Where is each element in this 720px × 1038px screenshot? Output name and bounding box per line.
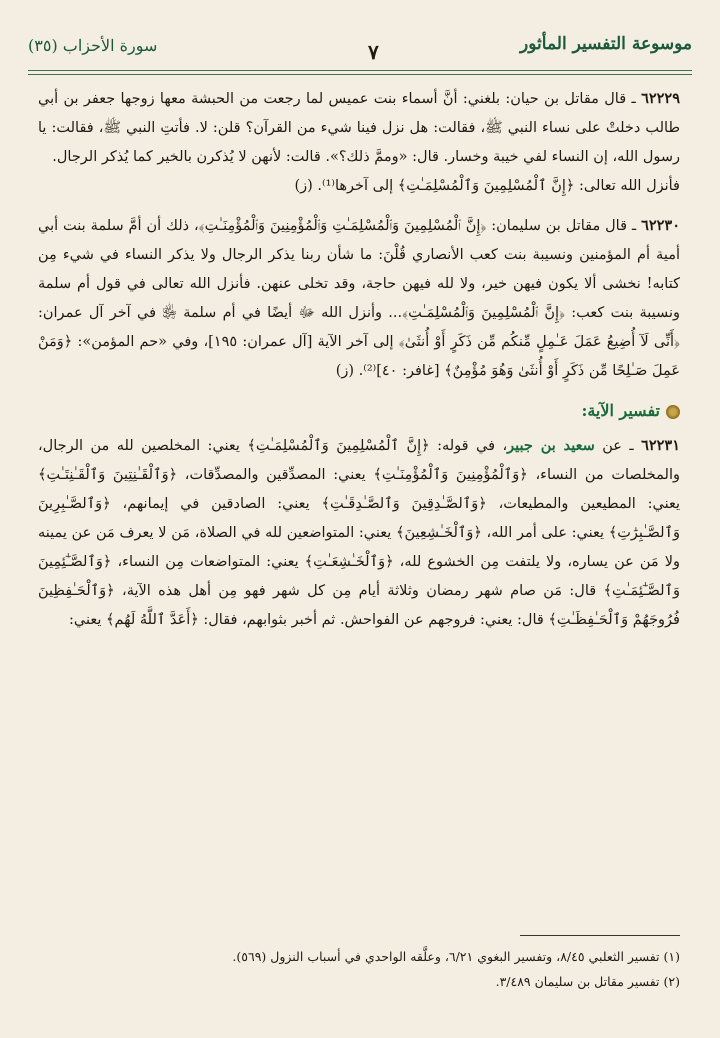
narrator-name: سعيد بن جبير <box>507 437 595 454</box>
narration-number: ٦٢٢٣٠ <box>641 217 681 234</box>
narration-62231 <box>38 431 680 635</box>
narration-text: ، في قوله: ﴿إِنَّ ٱلْمُسْلِمِينَ وَٱلْمُسْلِمَـٰتِ﴾ يعني: المخلصين لله من الرجال، والمخلصات من النساء، ﴿وَٱلْمُؤْمِنِينَ وَٱلْمُؤْمِنَـٰتِ﴾ يعني: المصدِّقين والمصدِّقات، ﴿وَٱلْقَـٰنِتِينَ وَٱلْقَـٰنِتَـٰتِ﴾ يعني: المطيعين والمطيعات، ﴿وَٱلصَّـٰدِقِينَ وَٱلصَّـٰدِقَـٰتِ﴾ يعني: الصادقين في إيمانهم، ﴿وَٱلصَّـٰبِرِينَ وَٱلصَّـٰبِرَٰتِ﴾ يعني: على أمر الله، ﴿وَٱلْخَـٰشِعِينَ﴾ يعني: المتواضعين لله في الصلاة، مَن لا يعرف مَن عن يمينه ولا مَن عن يساره، ولا يلتفت مِن الخشوع لله، ﴿وَٱلْخَـٰشِعَـٰتِ﴾ يعني: المتواضعات مِن النساء، ﴿وَٱلصَّـٰٓئِمِينَ وَٱلصَّـٰٓئِمَـٰتِ﴾ قال: مَن صام شهر رمضان وثلاثة أيام مِن كل شهر فهو مِن أهل هذه الآية، ﴿وَٱلْحَـٰفِظِينَ فُرُوجَهُمْ وَٱلْحَـٰفِظَـٰتِ﴾ قال: يعني: فروجهم عن الفواحش. ثم أخبر بثوابهم، فقال: ﴿أَعَدَّ ٱللَّهُ لَهُم﴾ يعني: <box>38 438 680 628</box>
header-rule-thin <box>28 74 692 75</box>
footnote-rule <box>520 935 680 936</box>
narration-text: فأنزل الله تعالى: ﴿إِنَّ ٱلْمُسْلِمِينَ وَٱلْمُسْلِمَـٰتِ﴾ إلى آخرها⁽¹⁾. (ز) <box>294 178 680 194</box>
narration-62230 <box>38 211 680 386</box>
narration-text: ـ قال مقاتل بن حيان: بلغني: أنَّ أسماء بنت عميس لما رجعت من الحبشة معها زوجها جعفر بن أبي طالب دخلتْ على نساء النبي ﷺ، فقالت: هل نزل فينا شيء من القرآن؟ قلن: لا. فأتتِ النبي ﷺ، فقالت: يا رسول الله، إن النساء لفي خيبة وخسار. قال: «وممَّ ذلك؟». قالت: لأنهن لا يُذكرن بالخير كما يُذكر الرجال. <box>38 91 680 165</box>
narration-62229-end <box>38 172 680 201</box>
narration-text: ـ قال مقاتل بن سليمان: ﴿إِنَّ ٱلْمُسْلِمِينَ وَٱلْمُسْلِمَـٰتِ وَٱلْمُؤْمِنِينَ وَٱلْمُؤْمِنَـٰتِ﴾، ذلك أن أمَّ سلمة بنت أبي أمية أم المؤمنين ونسيبة بنت كعب الأنصاري قُلْنَ: ما شأن ربنا يذكر الرجال ولا يذكر النساء في شيء مِن كتابه! نخشى ألا يكون فيهن خير، ولا لله فيهن حاجة، وقد تخلى عنهن. فأنزل الله تعالى في قول أم سلمة ونسيبة بنت كعب: ﴿إِنَّ ٱلْمُسْلِمِينَ وَٱلْمُسْلِمَـٰتِ﴾... وأنزل الله ﷻ أيضًا في أم سلمة ﵂ في آخر آل عمران: ﴿أَنِّى لَآ أُضِيعُ عَمَلَ عَـٰمِلٍ مِّنكُم مِّن ذَكَرٍ أَوْ أُنثَىٰ﴾ إلى آخر الآية [آل عمران: ١٩٥]، وفي «حم المؤمن»: ﴿وَمَنْ عَمِلَ صَـٰلِحًا مِّن ذَكَرٍ أَوْ أُنثَىٰ وَهُوَ مُؤْمِنٌ﴾ [غافر: ٤٠]⁽²⁾. (ز) <box>38 218 680 379</box>
footnote-2: (٢) تفسير مقاتل بن سليمان ٣/٤٨٩. <box>495 974 680 989</box>
ornament-icon <box>666 405 680 419</box>
narration-prefix: ـ عن <box>594 438 634 454</box>
surah-reference: سورة الأحزاب (٣٥) <box>28 36 158 55</box>
book-title: موسوعة التفسير المأثور <box>520 34 692 54</box>
main-text <box>38 84 680 635</box>
page-header <box>28 24 692 74</box>
header-rule <box>28 70 692 71</box>
footnote-1: (١) تفسير الثعلبي ٨/٤٥، وتفسير البغوي ٦/٢١، وعلَّقه الواحدي في أسباب النزول (٥٦٩). <box>232 949 680 964</box>
section-heading <box>38 396 680 425</box>
narration-number: ٦٢٢٢٩ <box>641 90 681 107</box>
narration-number: ٦٢٢٣١ <box>641 437 681 454</box>
footnotes <box>38 944 680 994</box>
section-title: تفسير الآية: <box>581 401 660 420</box>
narration-62229 <box>38 84 680 172</box>
page-number: ٧ <box>368 40 379 64</box>
